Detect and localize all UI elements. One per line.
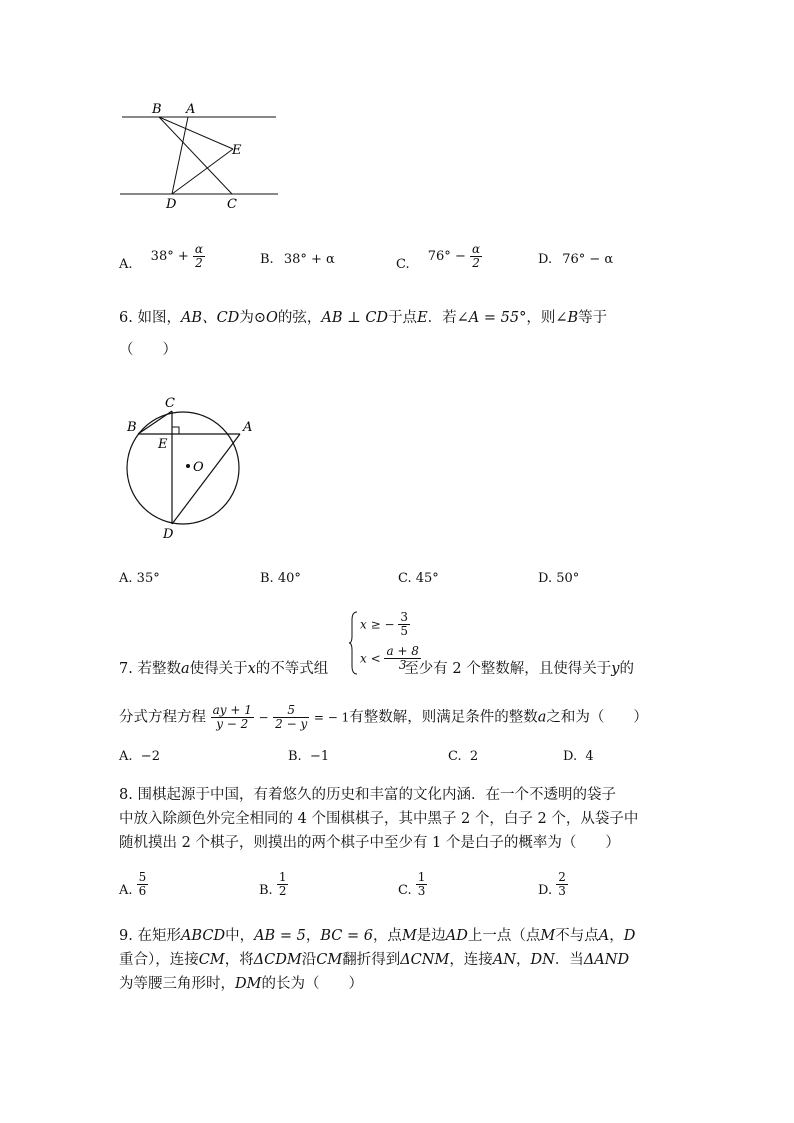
q8-stem-line2: 中放入除颜色外完全相同的 4 个围棋棋子，其中黑子 2 个，白子 2 个，从袋子中 — [119, 811, 639, 827]
label-a: A — [243, 420, 253, 435]
label-o: O — [193, 460, 204, 475]
q6-answer-paren: （ ） — [119, 342, 177, 358]
q7-option-c: C. 2 — [448, 749, 479, 764]
label-d: D — [166, 197, 177, 212]
q8-stem-line3: 随机摸出 2 个棋子，则摸出的两个棋子中至少有 1 个是白子的概率为（ ） — [119, 835, 620, 851]
alpha-over-2: $\frac{\alpha}{2}$ — [194, 242, 203, 270]
circle-o — [127, 412, 239, 524]
label-b: B — [152, 102, 162, 117]
option-label: B. — [260, 252, 274, 267]
equation-fraction-2: $\frac{5}{2 - y}$ — [275, 703, 308, 731]
q7-option-a: A. −2 — [119, 749, 160, 764]
q6-option-a: A. 35° — [119, 571, 160, 586]
q5-option-a — [119, 242, 205, 278]
segment-bc — [138, 411, 172, 434]
q5-option-c — [396, 242, 482, 278]
option-label: C. — [396, 257, 410, 272]
label-e: E — [232, 143, 242, 158]
segment-bc — [159, 117, 232, 194]
q5-option-b — [260, 252, 335, 267]
option-value: 76° − $\frac{\alpha}{2}$ — [427, 242, 481, 270]
q6-option-c: C. 45° — [398, 571, 439, 586]
system-row-1: x ≥ − $\frac{3}{5}$ — [360, 610, 408, 638]
option-value: 38° + $\frac{\alpha}{2}$ — [150, 242, 203, 270]
q8-option-a: A. $\frac{5}{6}$ — [119, 870, 147, 898]
q8-stem-line1: 8. 围棋起源于中国，有着悠久的历史和丰富的文化内涵．在一个不透明的袋子 — [119, 787, 616, 803]
q6-option-d: D. 50° — [538, 571, 580, 586]
q5-option-d — [538, 252, 613, 267]
q8-option-d: D. $\frac{2}{3}$ — [538, 870, 566, 898]
label-d: D — [163, 527, 174, 542]
q6-stem-line1: 6. 如图，AB、CD为⊙O的弦，AB ⊥ CD于点E．若∠A = 55°，则∠B等于 — [119, 310, 608, 326]
q8-option-b: B. $\frac{1}{2}$ — [259, 870, 287, 898]
q7-stem-line1: 7. 若整数a使得关于x的不等式组 至少有 2 个整数解，且使得关于y的 — [119, 661, 634, 677]
q9-stem-line3: 为等腰三角形时，DM的长为（ ） — [119, 976, 363, 992]
q6-option-b: B. 40° — [260, 571, 301, 586]
segment-de — [172, 149, 233, 194]
system-row-2: x < $\frac{a + 8}{3}$ — [360, 644, 419, 672]
segment-be — [159, 117, 233, 149]
right-angle-mark — [172, 427, 179, 434]
q6-figure — [118, 392, 268, 542]
label-a: A — [186, 102, 196, 117]
label-e: E — [158, 437, 168, 452]
q7-option-b: B. −1 — [288, 749, 330, 764]
label-c: C — [165, 396, 175, 411]
alpha-over-2: $\frac{\alpha}{2}$ — [471, 242, 481, 270]
label-b: B — [127, 420, 137, 435]
q9-stem-line2: 重合），连接CM，将ΔCDM沿CM翻折得到ΔCNM，连接AN，DN．当ΔAND — [119, 952, 630, 968]
segment-ad — [172, 434, 240, 524]
center-dot — [186, 464, 190, 468]
q7-option-d: D. 4 — [563, 749, 594, 764]
segment-ad — [172, 117, 188, 194]
q7-stem-line2: 分式方程方程 $\frac{ay + 1}{y - 2}$ − $\frac{5}{2 - y}$ = − 1有整数解，则满足条件的整数a之和为（ ） — [119, 703, 648, 731]
option-label: A. — [119, 257, 133, 272]
q9-stem-line1: 9. 在矩形ABCD中，AB = 5，BC = 6，点M是边AD上一点（点M不与点A，D — [119, 928, 636, 944]
equation-fraction-1: $\frac{ay + 1}{y - 2}$ — [212, 703, 252, 731]
option-value: 76° − α — [562, 252, 614, 267]
label-c: C — [227, 197, 237, 212]
q5-figure — [110, 98, 290, 214]
option-value: 38° + α — [283, 252, 335, 267]
q8-option-c: C. $\frac{1}{3}$ — [398, 870, 426, 898]
option-label: D. — [538, 252, 553, 267]
